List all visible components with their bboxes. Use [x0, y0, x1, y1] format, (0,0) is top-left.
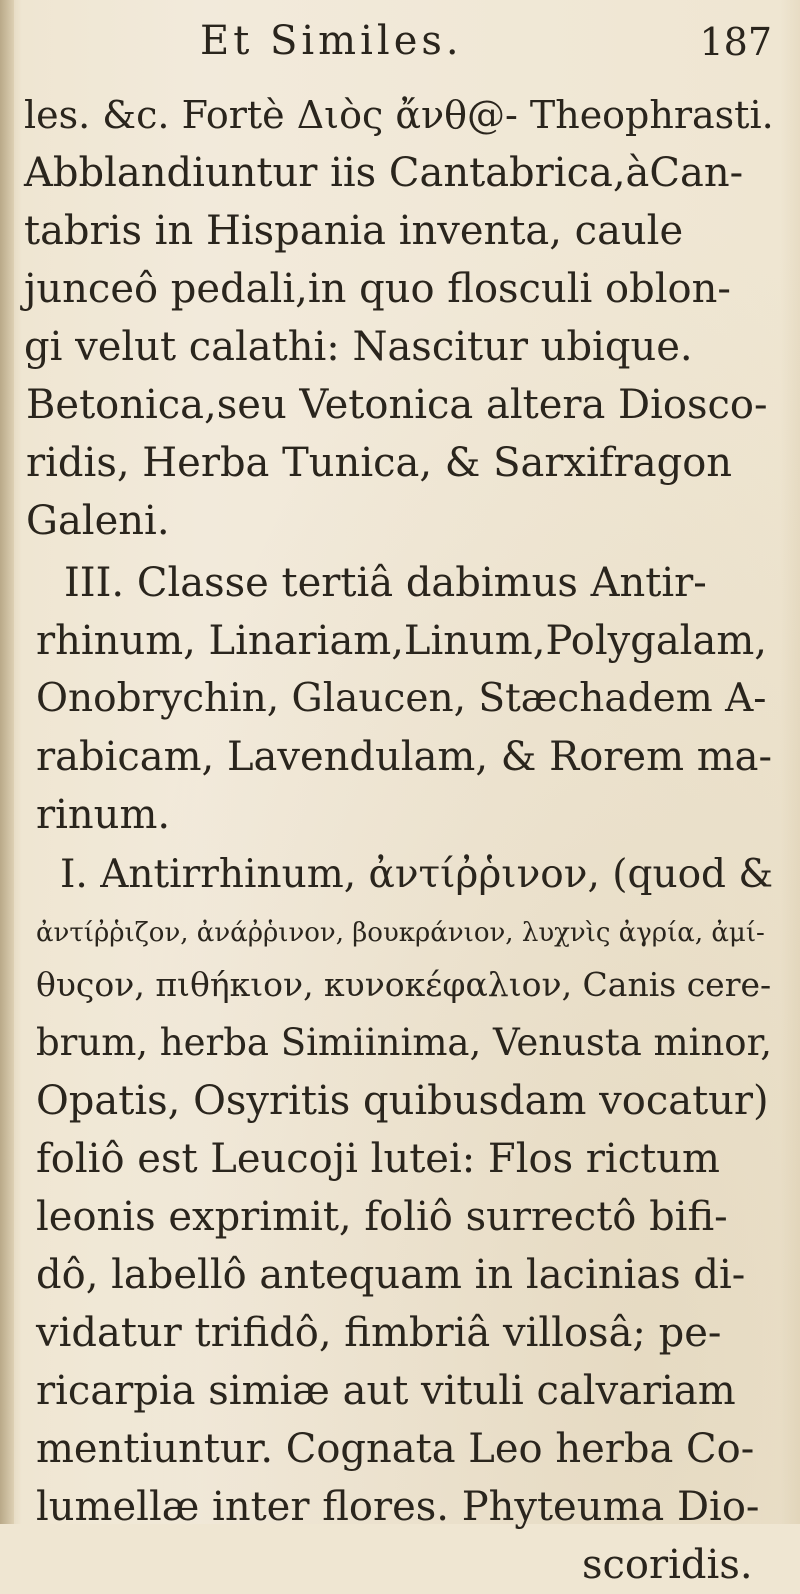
text-line: vidatur trifidô, fimbriâ villosâ; pe- [36, 1310, 722, 1356]
running-title: Et Similes. [200, 18, 463, 64]
text-line: Opatis, Osyritis quibusdam vocatur) [36, 1078, 769, 1124]
text-line: I. Antirrhinum, ἀντίῤῥινον, (quod & [60, 852, 774, 897]
text-line: ricarpia simiæ aut vituli calvariam [36, 1368, 736, 1414]
text-line: leonis exprimit, foliô surrectô bifi- [36, 1194, 728, 1240]
text-line: Betonica,seu Vetonica altera Diosco- [26, 382, 768, 428]
text-line: dô, labellô antequam in lacinias di- [36, 1252, 746, 1298]
text-line: ridis, Herba Tunica, & Sarxifragon [26, 440, 733, 486]
text-line: θυςον, πιθήκιον, κυνοκέφαλιον, Canis cere- [36, 965, 772, 1004]
text-line: Onobrychin, Glaucen, Stæchadem A- [36, 676, 767, 721]
text-line: tabris in Hispania inventa, caule [24, 208, 684, 254]
text-line: brum, herba Simiinima, Venusta minor, [36, 1021, 772, 1064]
text-line: mentiuntur. Cognata Leo herba Co- [36, 1426, 755, 1472]
page-number: 187 [699, 20, 772, 64]
text-line: rabicam, Lavendulam, & Rorem ma- [36, 734, 773, 780]
page-header [0, 18, 800, 78]
text-line: rhinum, Linariam,Linum,Polygalam, [36, 618, 767, 664]
text-line: scoridis. [582, 1542, 753, 1588]
page-gutter [0, 0, 14, 1524]
text-line: Galeni. [26, 498, 170, 544]
text-line: les. &c. Fortè Διὸς ἄνθ@- Theophrasti. [24, 93, 774, 137]
text-line: gi velut calathi: Nascitur ubique. [24, 324, 693, 370]
text-line: III. Classe tertiâ dabimus Antir- [64, 560, 707, 606]
text-line: Abblandiuntur iis Cantabrica,àCan- [24, 150, 744, 196]
text-line: rinum. [36, 792, 171, 838]
text-line: junceô pedali,in quo flosculi oblon- [24, 266, 731, 312]
text-line: foliô est Leucoji lutei: Flos rictum [36, 1136, 720, 1182]
text-line: lumellæ inter flores. Phyteuma Dio- [36, 1484, 760, 1530]
text-line: ἀντίῤῥιζον, ἀνάῤῥινον, βουκράνιον, λυχνὶς ἀγρία, ἀμί- [36, 918, 765, 948]
